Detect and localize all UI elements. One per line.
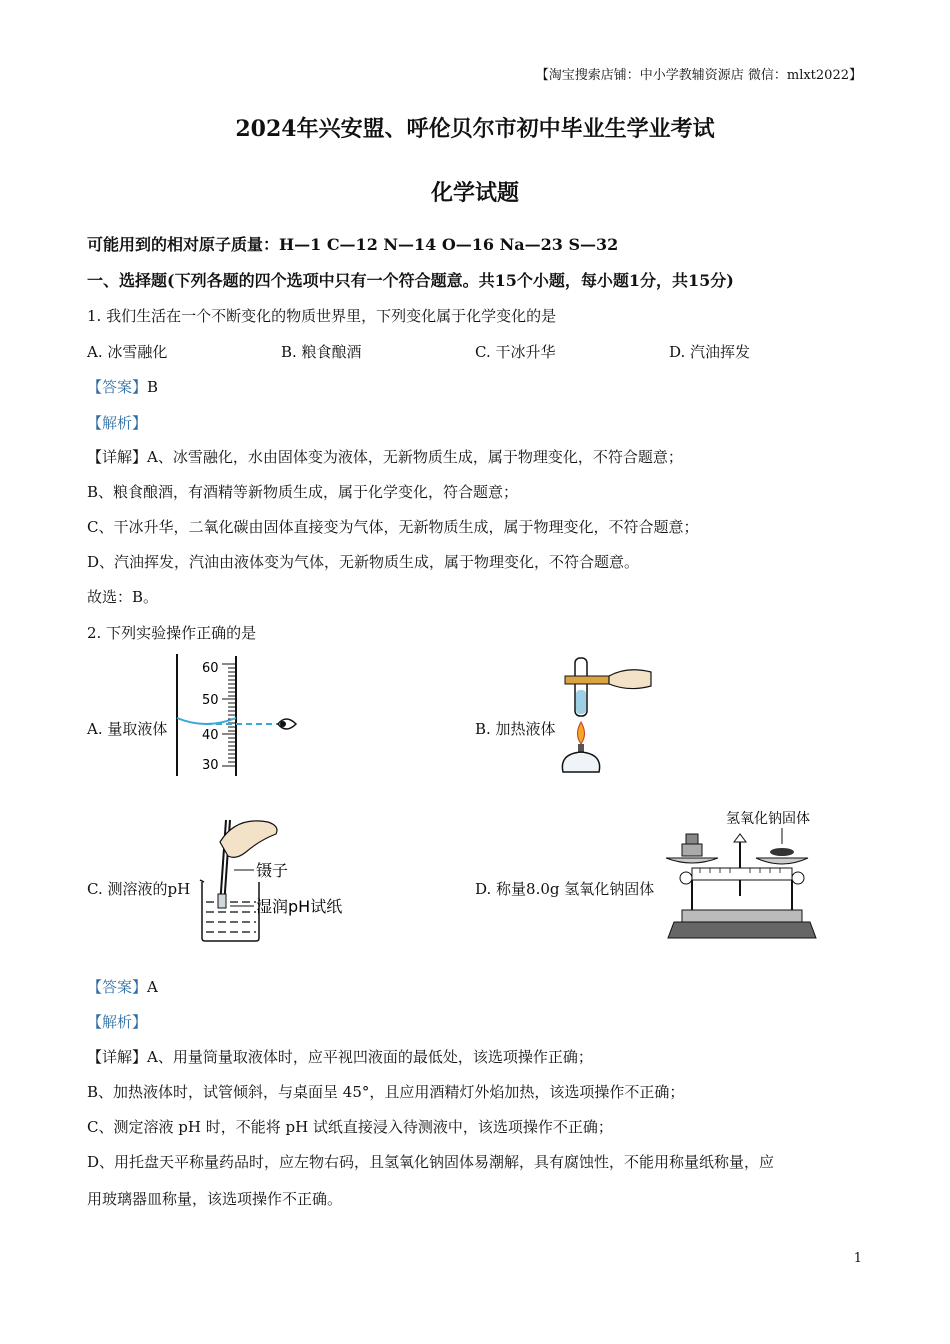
q2-detail-line: B、加热液体时，试管倾斜，与桌面呈 45°，且应用酒精灯外焰加热，该选项操作不正确； [87,1083,685,1101]
q1-option-a: A. 冰雪融化 [87,343,168,361]
header-note: 【淘宝搜索店铺：中小学教辅资源店 微信：mlxt2022】 [535,68,862,83]
q1-detail-tag: 【详解】 [87,448,148,466]
scale-label: 30 [202,758,219,773]
right-pan [756,858,808,864]
q1-answer-row [87,376,158,397]
q2-detail-tag: 【详解】 [87,1048,148,1066]
q2-answer: A [147,978,158,996]
naoh-solid [770,848,794,856]
q1-detail-row [87,446,683,467]
ph-paper [218,894,226,908]
lamp-wick [578,744,584,752]
scale-label: 60 [202,661,219,676]
q2-detail-line: A、用量筒量取液体时，应平视凹液面的最低处，该选项操作正确； [147,1048,593,1066]
ph-test-figure [196,810,371,945]
q1-answer: B [147,378,159,396]
q2-answer-tag: 【答案】 [87,978,148,996]
page-number: 1 [853,1251,862,1266]
q1-detail-line: A、冰雪融化，水由固体变为液体，无新物质生成，属于物理变化，不符合题意； [147,448,683,466]
eye-icon [278,719,296,729]
naoh-label: 氢氧化钠固体 [726,811,810,827]
exam-title: 2024年兴安盟、呼伦贝尔市初中毕业生学业考试 [235,116,715,142]
alcohol-lamp-icon [562,752,599,772]
q1-option-b: B. 粮食酿酒 [281,343,362,361]
q2-option-a: A. 量取液体 [87,720,168,738]
exam-subtitle: 化学试题 [430,180,519,206]
q1-option-c: C. 干冰升华 [475,343,556,361]
q2-detail-line: D、用托盘天平称量药品时，应左物右码，且氢氧化钠固体易潮解，具有腐蚀性，不能用称量纸称量，应 [87,1153,775,1171]
q2-option-b: B. 加热液体 [475,720,556,738]
q2-detail-line: 用玻璃器皿称量，该选项操作不正确。 [87,1190,343,1208]
tweezers-label: 镊子 [256,861,289,880]
q2-detail-row [87,1046,593,1067]
hand-icon [609,670,651,689]
scale-label: 50 [202,693,219,708]
q1-conclusion: 故选：B。 [87,588,159,606]
section-heading: 一、选择题(下列各题的四个选项中只有一个符合题意。共15个小题，每小题1分，共15分) [87,271,734,290]
q2-analysis-tag: 【解析】 [87,1013,148,1031]
hand-icon [220,821,277,857]
tube-liquid [576,690,586,714]
cylinder-scale [222,664,236,766]
balance-base [682,910,802,922]
q2-detail-line: C、测定溶液 pH 时，不能将 pH 试纸直接浸入待测液中，该选项操作不正确； [87,1118,613,1136]
weight-icon [686,834,698,844]
q1-stem: 1. 我们生活在一个不断变化的物质世界里，下列变化属于化学变化的是 [87,307,557,325]
heating-liquid-figure [555,652,665,780]
q1-detail-line: D、汽油挥发，汽油由液体变为气体，无新物质生成，属于物理变化，不符合题意。 [87,553,640,571]
atomic-mass-line: 可能用到的相对原子质量：H—1 C—12 N—14 O—16 Na—23 S—32 [87,235,619,254]
balance-pointer [734,834,746,842]
test-tube-holder [565,676,611,684]
flame-icon [578,722,585,744]
q2-stem: 2. 下列实验操作正确的是 [87,624,257,642]
graduated-cylinder-figure [170,652,300,780]
q1-detail-line: B、粮食酿酒，有酒精等新物质生成，属于化学变化，符合题意； [87,483,519,501]
q1-answer-tag: 【答案】 [87,378,148,396]
q2-option-d: D. 称量8.0g 氢氧化钠固体 [475,880,655,898]
balance-beam [692,868,792,880]
q1-detail-line: C、干冰升华，二氧化碳由固体直接变为气体，无新物质生成，属于物理变化，不符合题意； [87,518,699,536]
left-pan [666,858,718,863]
q2-option-c: C. 测溶液的pH [87,880,191,898]
q1-analysis-tag: 【解析】 [87,414,148,432]
q2-answer-row [87,976,158,997]
ph-paper-label: 湿润pH试纸 [256,897,343,916]
scale-label: 40 [202,728,219,743]
q1-option-d: D. 汽油挥发 [669,343,751,361]
balance-figure [664,806,824,944]
